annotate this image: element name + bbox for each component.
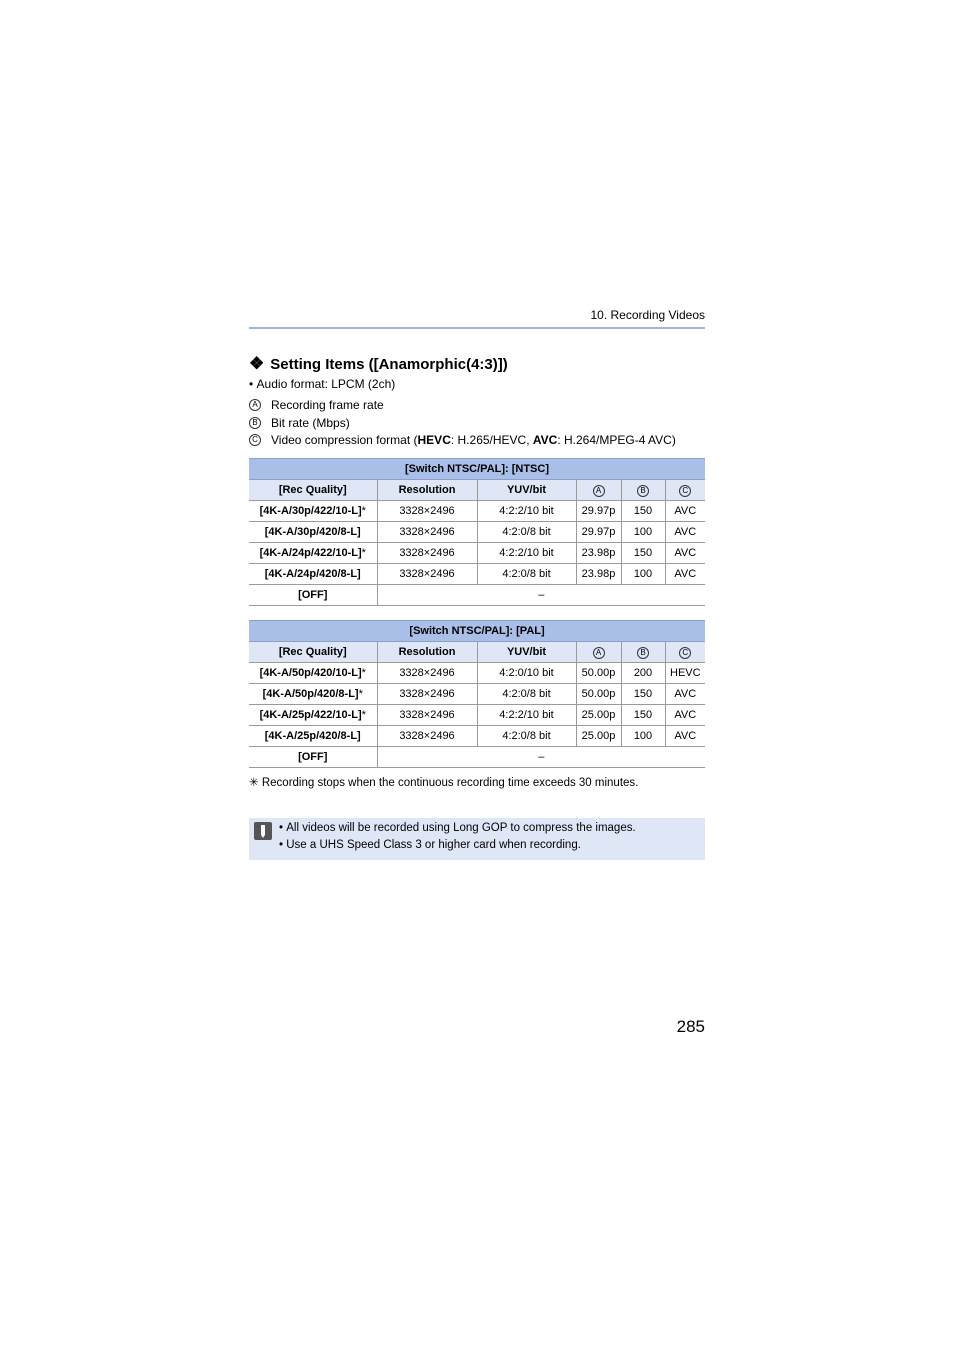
- bit-rate-cell: 150: [621, 543, 665, 564]
- col-a: [576, 480, 621, 501]
- legend-item-b: [249, 416, 350, 430]
- resolution-cell: 3328×2496: [377, 564, 477, 585]
- footnote: [249, 775, 638, 789]
- section-title: [249, 354, 508, 374]
- yuv-cell: 4:2:0/8 bit: [477, 726, 576, 747]
- circled-a-icon: A: [249, 399, 261, 411]
- col-b: [621, 642, 665, 663]
- off-dash-cell: –: [377, 585, 705, 606]
- resolution-cell: 3328×2496: [377, 543, 477, 564]
- bit-rate-cell: 100: [621, 564, 665, 585]
- legend-text-a: Recording frame rate: [271, 398, 384, 412]
- resolution-cell: 3328×2496: [377, 522, 477, 543]
- codec-cell: AVC: [665, 522, 705, 543]
- resolution-cell: 3328×2496: [377, 726, 477, 747]
- note-box: [249, 818, 705, 860]
- yuv-cell: 4:2:0/8 bit: [477, 564, 576, 585]
- yuv-cell: 4:2:0/8 bit: [477, 684, 576, 705]
- table-row: [249, 543, 705, 564]
- table-row-off: [249, 747, 705, 768]
- rec-quality-cell: [OFF]: [249, 747, 377, 768]
- frame-rate-cell: 50.00p: [576, 684, 621, 705]
- rec-quality-cell: [4K-A/24p/422/10-L]*: [249, 543, 377, 564]
- codec-cell: AVC: [665, 726, 705, 747]
- table-row: [249, 522, 705, 543]
- rec-quality-cell: [4K-A/25p/420/8-L]: [249, 726, 377, 747]
- resolution-cell: 3328×2496: [377, 501, 477, 522]
- frame-rate-cell: 29.97p: [576, 501, 621, 522]
- table-row: [249, 663, 705, 684]
- page-number: 285: [676, 1017, 705, 1036]
- table-row: [249, 705, 705, 726]
- circled-c-icon: C: [679, 647, 691, 659]
- frame-rate-cell: 50.00p: [576, 663, 621, 684]
- circled-a-icon: A: [593, 647, 605, 659]
- note-line-2: • Use a UHS Speed Class 3 or higher card when recording.: [279, 839, 581, 851]
- asterisk-icon: ✳: [249, 777, 259, 789]
- bit-rate-cell: 200: [621, 663, 665, 684]
- resolution-cell: 3328×2496: [377, 705, 477, 726]
- bit-rate-cell: 150: [621, 684, 665, 705]
- section-title-text: Setting Items ([Anamorphic(4:3)]): [270, 355, 508, 373]
- circled-c-icon: C: [679, 485, 691, 497]
- codec-cell: AVC: [665, 543, 705, 564]
- legend-text-b: Bit rate (Mbps): [271, 416, 350, 430]
- codec-cell: AVC: [665, 564, 705, 585]
- yuv-cell: 4:2:0/8 bit: [477, 522, 576, 543]
- frame-rate-cell: 23.98p: [576, 564, 621, 585]
- pal-table: [249, 620, 705, 768]
- table-row: [249, 501, 705, 522]
- table-row-off: [249, 585, 705, 606]
- codec-cell: AVC: [665, 684, 705, 705]
- rec-quality-cell: [4K-A/30p/422/10-L]*: [249, 501, 377, 522]
- col-c: [665, 642, 705, 663]
- codec-cell: HEVC: [665, 663, 705, 684]
- frame-rate-cell: 25.00p: [576, 705, 621, 726]
- circled-a-icon: A: [593, 485, 605, 497]
- col-c: [665, 480, 705, 501]
- ntsc-caption: [Switch NTSC/PAL]: [NTSC]: [249, 459, 705, 480]
- off-dash-cell: –: [377, 747, 705, 768]
- codec-cell: AVC: [665, 705, 705, 726]
- chapter-header: 10. Recording Videos: [590, 308, 705, 322]
- circled-c-icon: C: [249, 434, 261, 446]
- pal-caption: [Switch NTSC/PAL]: [PAL]: [249, 621, 705, 642]
- col-rec-quality: [Rec Quality]: [249, 480, 377, 501]
- bit-rate-cell: 100: [621, 726, 665, 747]
- bit-rate-cell: 150: [621, 501, 665, 522]
- resolution-cell: 3328×2496: [377, 663, 477, 684]
- circled-b-icon: B: [249, 417, 261, 429]
- rec-quality-cell: [4K-A/24p/420/8-L]: [249, 564, 377, 585]
- yuv-cell: 4:2:2/10 bit: [477, 543, 576, 564]
- ntsc-table: [249, 458, 705, 606]
- legend-text-c: Video compression format (HEVC: H.265/HEVC, AVC: H.264/MPEG-4 AVC): [271, 433, 676, 447]
- col-b: [621, 480, 665, 501]
- rec-quality-cell: [4K-A/50p/420/8-L]*: [249, 684, 377, 705]
- col-yuv-bit: YUV/bit: [477, 642, 576, 663]
- circled-b-icon: B: [637, 647, 649, 659]
- yuv-cell: 4:2:2/10 bit: [477, 501, 576, 522]
- frame-rate-cell: 23.98p: [576, 543, 621, 564]
- resolution-cell: 3328×2496: [377, 684, 477, 705]
- frame-rate-cell: 25.00p: [576, 726, 621, 747]
- bit-rate-cell: 100: [621, 522, 665, 543]
- header-rule: [249, 327, 705, 329]
- col-yuv-bit: YUV/bit: [477, 480, 576, 501]
- circled-b-icon: B: [637, 485, 649, 497]
- col-rec-quality: [Rec Quality]: [249, 642, 377, 663]
- footnote-text: Recording stops when the continuous recording time exceeds 30 minutes.: [261, 777, 639, 789]
- table-row: [249, 726, 705, 747]
- legend-item-a: [249, 398, 384, 412]
- bit-rate-cell: 150: [621, 705, 665, 726]
- rec-quality-cell: [4K-A/30p/420/8-L]: [249, 522, 377, 543]
- diamond-cluster-icon: ❖: [249, 354, 265, 373]
- col-resolution: Resolution: [377, 642, 477, 663]
- codec-cell: AVC: [665, 501, 705, 522]
- rec-quality-cell: [4K-A/25p/422/10-L]*: [249, 705, 377, 726]
- note-pencil-icon: [254, 822, 272, 840]
- table-row: [249, 564, 705, 585]
- yuv-cell: 4:2:0/10 bit: [477, 663, 576, 684]
- note-line-1: • All videos will be recorded using Long GOP to compress the images.: [279, 822, 636, 834]
- table-row: [249, 684, 705, 705]
- yuv-cell: 4:2:2/10 bit: [477, 705, 576, 726]
- audio-format-text: Audio format: LPCM (2ch): [256, 377, 396, 391]
- col-resolution: Resolution: [377, 480, 477, 501]
- rec-quality-cell: [OFF]: [249, 585, 377, 606]
- col-a: [576, 642, 621, 663]
- legend-item-c: [249, 433, 676, 447]
- audio-format-bullet: • Audio format: LPCM (2ch): [249, 377, 396, 391]
- frame-rate-cell: 29.97p: [576, 522, 621, 543]
- rec-quality-cell: [4K-A/50p/420/10-L]*: [249, 663, 377, 684]
